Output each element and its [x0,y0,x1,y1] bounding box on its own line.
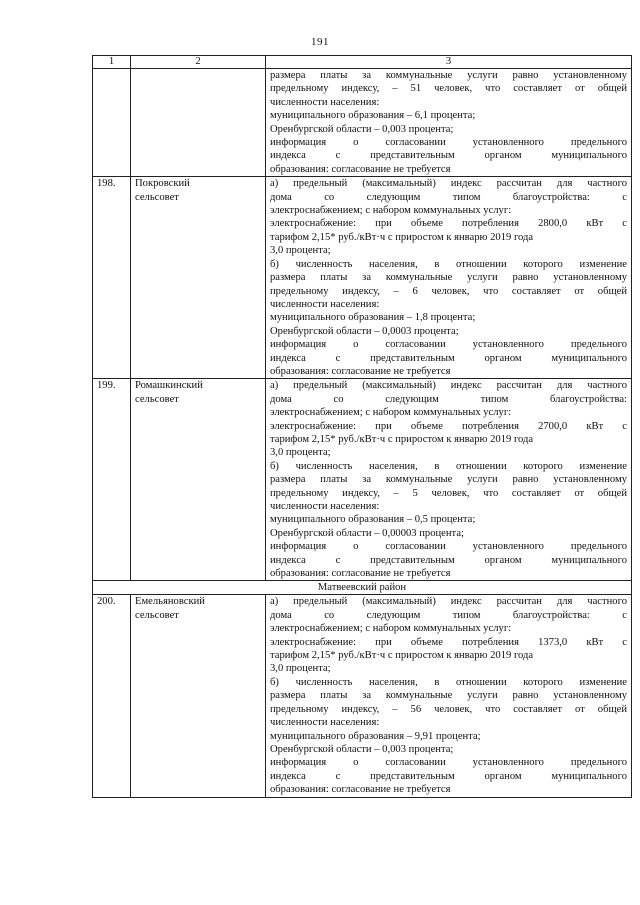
municipality-name [131,595,266,797]
region-row [93,581,632,595]
text-line: Оренбургской области – 0,003 процента; [270,123,454,135]
text-line: размера платы за коммунальные услуги равно установленному [270,272,627,284]
text-line: а) предельный (максимальный) индекс рассчитан для частного [270,178,627,190]
table-row [93,177,632,379]
row-description [266,177,632,379]
text-line: Оренбургской области – 0,00003 процента; [270,527,464,539]
text-line: муниципального образования – 1,8 процента; [270,312,476,324]
text-line: информация о согласовании установленного предельного [270,137,627,149]
table-row-continuation [93,69,632,177]
row-description [266,379,632,581]
municipality-name-line: сельсовет [135,191,179,203]
text-line: информация о согласовании установленного предельного [270,757,627,769]
text-line: предельному индексу, – 6 человек, что составляет от общей [270,285,627,297]
text-line: электроснабжением; с набором коммунальных услуг: [270,623,512,635]
text-line: б) численность населения, в отношении которого изменение [270,258,627,270]
municipality-name [131,177,266,379]
header-col-1: 1 [93,56,131,69]
text-line: электроснабжением; с набором коммунальных услуг: [270,407,512,419]
header-col-3: 3 [266,56,632,69]
text-line: численности населения: [270,96,380,108]
row-number: 200. [93,595,131,797]
text-line: численности населения: [270,298,380,310]
text-line: индекса с представительным органом муниципального [270,352,627,364]
header-row [93,56,632,69]
text-line: информация о согласовании установленного предельного [270,339,627,351]
text-line: предельному индексу, – 56 человек, что составляет от общей [270,703,627,715]
text-line: предельному индексу, – 5 человек, что составляет от общей [270,487,627,499]
text-line: дома со следующим типом благоустройства: [270,393,627,405]
municipality-name-line: Покровский [135,178,190,190]
text-line: электроснабжением; с набором коммунальных услуг: [270,205,512,217]
text-line: тарифом 2,15* руб./кВт·ч с приростом к январю 2019 года [270,650,534,662]
municipality-name [131,379,266,581]
table-row [93,379,632,581]
text-line: тарифом 2,15* руб./кВт·ч с приростом к январю 2019 года [270,433,534,445]
text-line: образования: согласование не требуется [270,568,451,580]
municipality-name-line: Ромашкинский [135,380,203,392]
row-description [266,69,632,177]
text-line: Оренбургской области – 0,0003 процента; [270,325,459,337]
municipality-name-line: сельсовет [135,609,179,621]
text-line: образования: согласование не требуется [270,784,451,796]
municipality-name-line: Емельяновский [135,596,205,608]
header-col-2: 2 [131,56,266,69]
text-line: индекса с представительным органом муниципального [270,150,627,162]
text-line: индекса с представительным органом муниципального [270,554,627,566]
text-line: размера платы за коммунальные услуги равно установленному [270,70,627,81]
row-number [93,69,131,177]
text-line: 3,0 процента; [270,663,331,675]
text-line: образования: согласование не требуется [270,163,451,175]
text-line: б) численность населения, в отношении которого изменение [270,676,627,688]
text-line: муниципального образования – 9,91 процента; [270,730,481,742]
municipality-name [131,69,266,177]
text-line: численности населения: [270,501,380,512]
text-line: размера платы за коммунальные услуги равно установленному [270,690,627,702]
text-line: численности населения: [270,717,380,729]
text-line: тарифом 2,15* руб./кВт·ч с приростом к январю 2019 года [270,231,534,243]
text-line: электроснабжение: при объеме потребления 2700,0 кВт с [270,420,627,432]
text-line: размера платы за коммунальные услуги равно установленному [270,474,627,486]
text-line: муниципального образования – 0,5 процента; [270,514,476,526]
region-title: Матвеевский район [93,581,632,595]
text-line: б) численность населения, в отношении которого изменение [270,460,627,472]
document-table [92,55,632,798]
text-line: информация о согласовании установленного предельного [270,541,627,553]
row-number: 199. [93,379,131,581]
text-line: дома со следующим типом благоустройства: с [270,191,627,203]
row-description [266,595,632,797]
page-number: 191 [311,36,329,48]
text-line: а) предельный (максимальный) индекс рассчитан для частного [270,380,627,392]
text-line: муниципального образования – 6,1 процента; [270,110,476,122]
text-line: электроснабжение: при объеме потребления 2800,0 кВт с [270,218,627,230]
row-number: 198. [93,177,131,379]
text-line: электроснабжение: при объеме потребления 1373,0 кВт с [270,636,627,648]
text-line: предельному индексу, – 51 человек, что составляет от общей [270,83,627,95]
text-line: а) предельный (максимальный) индекс рассчитан для частного [270,596,627,608]
text-line: 3,0 процента; [270,245,331,257]
text-line: индекса с представительным органом муниципального [270,770,627,782]
table-row [93,595,632,797]
text-line: Оренбургской области – 0,003 процента; [270,743,454,755]
municipality-name-line: сельсовет [135,393,179,405]
text-line: образования: согласование не требуется [270,365,451,377]
text-line: 3,0 процента; [270,447,331,459]
text-line: дома со следующим типом благоустройства: с [270,609,627,621]
